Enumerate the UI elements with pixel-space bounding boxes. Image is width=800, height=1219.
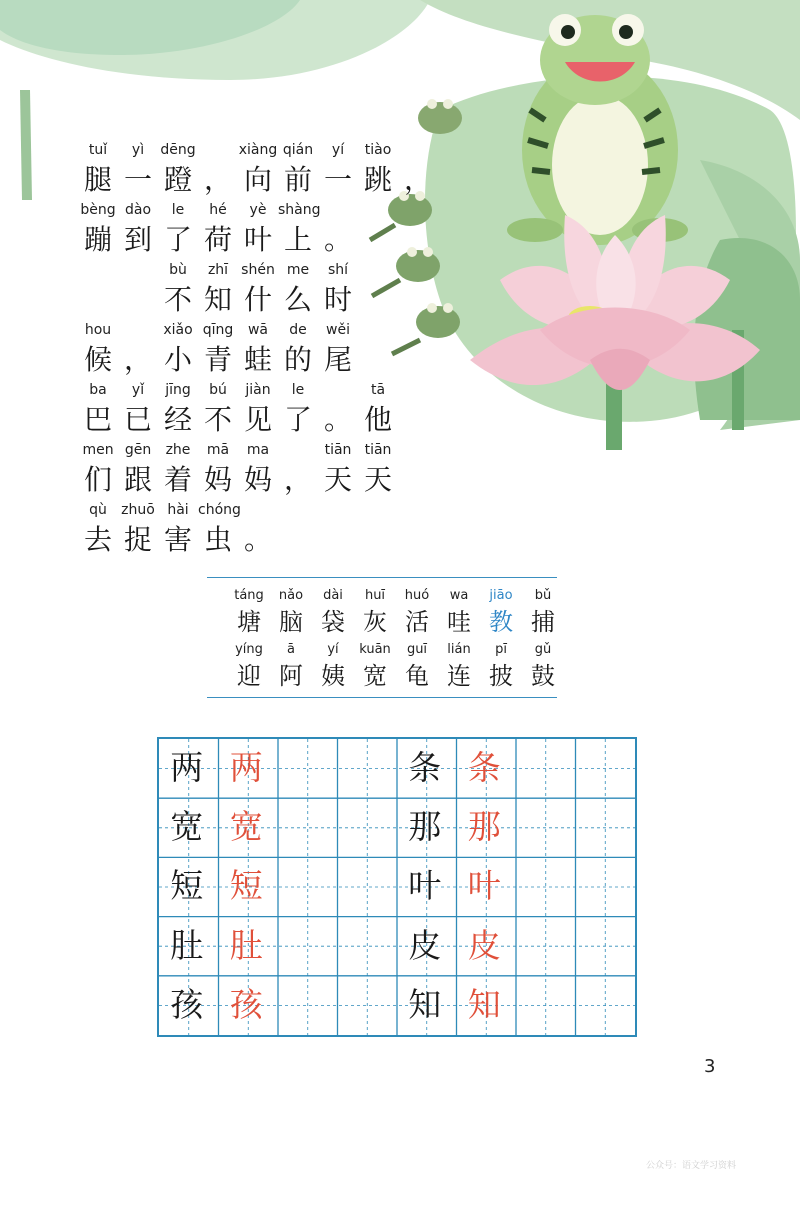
pinyin: [238, 500, 278, 520]
hanzi: 巴: [83, 403, 112, 436]
vocab-pinyin: bǔ: [534, 588, 552, 603]
hanzi: 捉: [123, 523, 152, 556]
model-char: 条: [408, 748, 442, 787]
pinyin: tā: [370, 382, 386, 398]
pinyin: hou: [84, 322, 112, 338]
trace-char: 叶: [467, 866, 501, 906]
hanzi: 经: [163, 403, 192, 436]
vocab-hanzi: 袋: [321, 608, 345, 636]
hanzi: ，: [283, 463, 312, 496]
model-char: 两: [170, 748, 204, 787]
vocab-hanzi: 捕: [531, 608, 555, 636]
pinyin: zhe: [165, 442, 191, 458]
pinyin: tuǐ: [88, 142, 108, 158]
pinyin: hé: [209, 202, 227, 218]
hanzi: 腿: [83, 163, 112, 196]
story-char: [318, 320, 358, 380]
vocab-word: [312, 640, 354, 692]
story-punct: [198, 140, 238, 200]
hanzi: ，: [203, 163, 232, 196]
story-punct: [278, 440, 318, 500]
vocab-row-1: [228, 586, 564, 638]
vocab-hanzi: 活: [405, 608, 429, 636]
story-char: [118, 500, 158, 560]
vocab-hanzi: 鼓: [531, 662, 555, 690]
hanzi: 去: [83, 523, 112, 556]
hanzi: 妈: [203, 463, 232, 496]
vocab-pinyin: lián: [447, 642, 471, 657]
pinyin: dēng: [160, 142, 196, 158]
vocab-pinyin: dài: [323, 588, 343, 603]
vocab-pinyin: guī: [406, 642, 428, 657]
hanzi: 他: [363, 403, 392, 436]
hanzi: 。: [323, 403, 352, 436]
hanzi: 向: [243, 163, 272, 196]
hanzi: 一: [323, 163, 352, 196]
story-punct: [398, 140, 438, 200]
story-char: [118, 440, 158, 500]
pinyin: ma: [246, 442, 270, 458]
story-char: [278, 260, 318, 320]
hanzi: 不: [203, 403, 232, 436]
story-line-1: [78, 140, 438, 200]
pinyin: jiàn: [245, 382, 271, 398]
hanzi: 天: [363, 463, 392, 496]
story-char: [158, 440, 198, 500]
story-char: [318, 260, 358, 320]
story-line-6: [78, 440, 398, 500]
model-char: 皮: [408, 925, 442, 965]
hanzi: 跳: [363, 163, 392, 196]
pinyin: tiān: [324, 442, 352, 458]
vocab-word: [438, 640, 480, 692]
vocab-word: [228, 586, 270, 638]
pinyin: zhuō: [121, 502, 155, 518]
hanzi: 蹦: [83, 223, 112, 256]
story-char: [78, 440, 118, 500]
story-char: [238, 320, 278, 380]
story-char: [318, 140, 358, 200]
story-char: [158, 260, 198, 320]
pinyin: shí: [327, 262, 349, 278]
trace-char: 那: [467, 807, 501, 847]
story-char: [238, 260, 278, 320]
trace-char: 肚: [229, 925, 263, 965]
story-char: [358, 440, 398, 500]
vocab-pinyin: yí: [327, 642, 339, 657]
pinyin: hài: [167, 502, 189, 518]
vocab-hanzi: 教: [489, 608, 513, 636]
vocab-word: [228, 640, 270, 692]
story-punct: [118, 320, 158, 380]
story-char: [278, 200, 321, 260]
vocab-pinyin: nǎo: [278, 588, 304, 603]
vocab-word: [480, 640, 522, 692]
hanzi: 尾: [323, 343, 352, 376]
hanzi: 蹬: [163, 163, 192, 196]
story-char: [158, 380, 198, 440]
pinyin: [118, 320, 158, 340]
pinyin: [398, 140, 438, 160]
model-char: 短: [170, 866, 204, 906]
story-char: [238, 140, 278, 200]
pinyin: xiàng: [238, 142, 278, 158]
vocab-word: [396, 640, 438, 692]
story-char: [158, 320, 198, 380]
hanzi: 见: [243, 403, 272, 436]
pinyin: me: [286, 262, 310, 278]
vocab-word: [312, 586, 354, 638]
hanzi: 一: [123, 163, 152, 196]
vocab-pinyin: pī: [495, 642, 507, 657]
story-char: [78, 320, 118, 380]
vocab-word: [270, 586, 312, 638]
pinyin: zhī: [207, 262, 229, 278]
model-char: 知: [408, 984, 442, 1024]
story-char: [238, 200, 278, 260]
story-punct: [238, 500, 278, 560]
hanzi: 么: [283, 283, 312, 316]
pinyin: yì: [131, 142, 145, 158]
vocab-pinyin: gǔ: [534, 642, 552, 657]
vocab-word: [354, 640, 396, 692]
vocab-hanzi: 塘: [237, 608, 261, 636]
hanzi: 了: [163, 223, 192, 256]
story-char: [118, 380, 158, 440]
story-char: [318, 440, 358, 500]
pinyin: tiào: [364, 142, 392, 158]
vocab-word: [354, 586, 396, 638]
trace-char: 短: [229, 866, 263, 906]
vocab-pinyin: huī: [364, 588, 386, 603]
story-char: [238, 440, 278, 500]
hanzi: 不: [163, 283, 192, 316]
hanzi: 虫: [203, 523, 232, 556]
story-char: [278, 320, 318, 380]
writing-grid: [157, 737, 637, 1037]
pinyin: de: [289, 322, 307, 338]
story-char: [198, 320, 238, 380]
hanzi: ，: [123, 343, 152, 376]
hanzi: 的: [283, 343, 312, 376]
vocab-word: [522, 640, 564, 692]
pinyin: mā: [206, 442, 230, 458]
hanzi: 青: [203, 343, 232, 376]
vocab-row-2: [228, 640, 564, 692]
vocab-word: [438, 586, 480, 638]
vocab-hanzi: 连: [447, 662, 471, 690]
pinyin: tiān: [364, 442, 392, 458]
pinyin: shàng: [278, 202, 321, 218]
hanzi: 。: [243, 523, 272, 556]
pinyin: wā: [247, 322, 269, 338]
model-char: 孩: [170, 984, 204, 1024]
hanzi: ，: [403, 163, 432, 196]
story-line-5: [78, 380, 398, 440]
hanzi: 小: [163, 343, 192, 376]
story-text: [0, 0, 800, 560]
pinyin: yí: [331, 142, 345, 158]
vocab-hanzi: 龟: [405, 662, 429, 690]
vocab-pinyin: yíng: [235, 642, 263, 657]
pinyin: bèng: [80, 202, 116, 218]
vocab-pinyin: kuān: [359, 642, 391, 657]
hanzi: 已: [123, 403, 152, 436]
vocab-hanzi: 阿: [279, 662, 303, 690]
story-char: [118, 140, 158, 200]
story-char: [78, 380, 118, 440]
vocab-word: [270, 640, 312, 692]
vocab-word: [522, 586, 564, 638]
hanzi: 们: [83, 463, 112, 496]
story-char: [118, 200, 158, 260]
vocab-pinyin: jiāo: [489, 588, 513, 603]
pinyin: shén: [241, 262, 275, 278]
story-char: [198, 200, 238, 260]
model-char: 叶: [408, 866, 442, 906]
hanzi: 前: [283, 163, 312, 196]
hanzi: 天: [323, 463, 352, 496]
hanzi: 什: [243, 283, 272, 316]
pinyin: bù: [169, 262, 187, 278]
vocab-pinyin: wa: [449, 588, 469, 603]
pinyin: wěi: [326, 322, 350, 338]
vocab-hanzi: 脑: [279, 608, 303, 636]
pinyin: yè: [249, 202, 267, 218]
hanzi: 时: [323, 283, 352, 316]
story-char: [278, 380, 318, 440]
vocab-word: [480, 586, 522, 638]
hanzi: 上: [283, 223, 312, 256]
story-char: [158, 200, 198, 260]
pinyin: gēn: [124, 442, 152, 458]
vocab-pinyin: huó: [404, 588, 430, 603]
pinyin: qù: [89, 502, 107, 518]
story-char: [278, 140, 318, 200]
hanzi: 。: [323, 223, 352, 256]
hanzi: 知: [203, 283, 232, 316]
hanzi: 害: [163, 523, 192, 556]
vocab-hanzi: 披: [489, 662, 513, 690]
vocab-pinyin: táng: [234, 588, 264, 603]
trace-char: 孩: [229, 984, 263, 1024]
page-number: 3: [704, 1056, 716, 1077]
model-char: 那: [408, 807, 442, 847]
story-char: [198, 380, 238, 440]
model-char: 肚: [170, 925, 204, 965]
story-char: [198, 500, 241, 560]
hanzi: 了: [283, 403, 312, 436]
story-line-2: [78, 200, 358, 260]
story-line-4: [78, 320, 358, 380]
pinyin: men: [82, 442, 114, 458]
pinyin: le: [171, 202, 185, 218]
story-char: [358, 380, 398, 440]
hanzi: 跟: [123, 463, 152, 496]
pinyin: jīng: [165, 382, 191, 398]
pinyin: xiǎo: [163, 322, 193, 338]
pinyin: [318, 380, 358, 400]
pinyin: chóng: [198, 502, 241, 518]
vocab-hanzi: 灰: [363, 608, 387, 636]
pinyin: [198, 140, 238, 160]
hanzi: 到: [123, 223, 152, 256]
hanzi: 蛙: [243, 343, 272, 376]
pinyin: ba: [89, 382, 107, 398]
hanzi: 着: [163, 463, 192, 496]
vocab-word: [396, 586, 438, 638]
trace-char: 条: [467, 748, 501, 787]
story-punct: [318, 200, 358, 260]
trace-char: 两: [229, 748, 263, 787]
hanzi: 妈: [243, 463, 272, 496]
hanzi: 荷: [203, 223, 232, 256]
vocab-hanzi: 哇: [447, 608, 471, 636]
pinyin: [318, 200, 358, 220]
vocab-hanzi: 宽: [363, 662, 387, 690]
story-char: [198, 440, 238, 500]
pinyin: yǐ: [131, 382, 145, 398]
vocab-bottom-rule: [207, 697, 557, 698]
trace-char: 知: [467, 984, 501, 1024]
story-char: [158, 500, 198, 560]
trace-char: 皮: [467, 925, 501, 965]
vocab-pinyin: ā: [287, 642, 295, 657]
story-char: [78, 500, 118, 560]
pinyin: qīng: [202, 322, 234, 338]
story-char: [358, 140, 398, 200]
pinyin: le: [291, 382, 305, 398]
story-char: [198, 260, 238, 320]
model-char: 宽: [170, 807, 204, 847]
pinyin: dào: [124, 202, 152, 218]
story-line-3: [158, 260, 358, 320]
pinyin: bú: [209, 382, 227, 398]
story-line-7: [78, 500, 278, 560]
story-char: [78, 140, 118, 200]
watermark: 公众号：语文学习资料: [646, 1161, 737, 1171]
pinyin: [278, 440, 318, 460]
story-punct: [318, 380, 358, 440]
story-char: [158, 140, 198, 200]
trace-char: 宽: [229, 807, 263, 847]
story-char: [78, 200, 118, 260]
vocab-hanzi: 姨: [321, 662, 345, 690]
hanzi: 叶: [243, 223, 272, 256]
story-char: [238, 380, 278, 440]
pinyin: qián: [282, 142, 314, 158]
hanzi: 候: [83, 343, 112, 376]
vocab-hanzi: 迎: [237, 662, 261, 690]
vocab-top-rule: [207, 577, 557, 578]
